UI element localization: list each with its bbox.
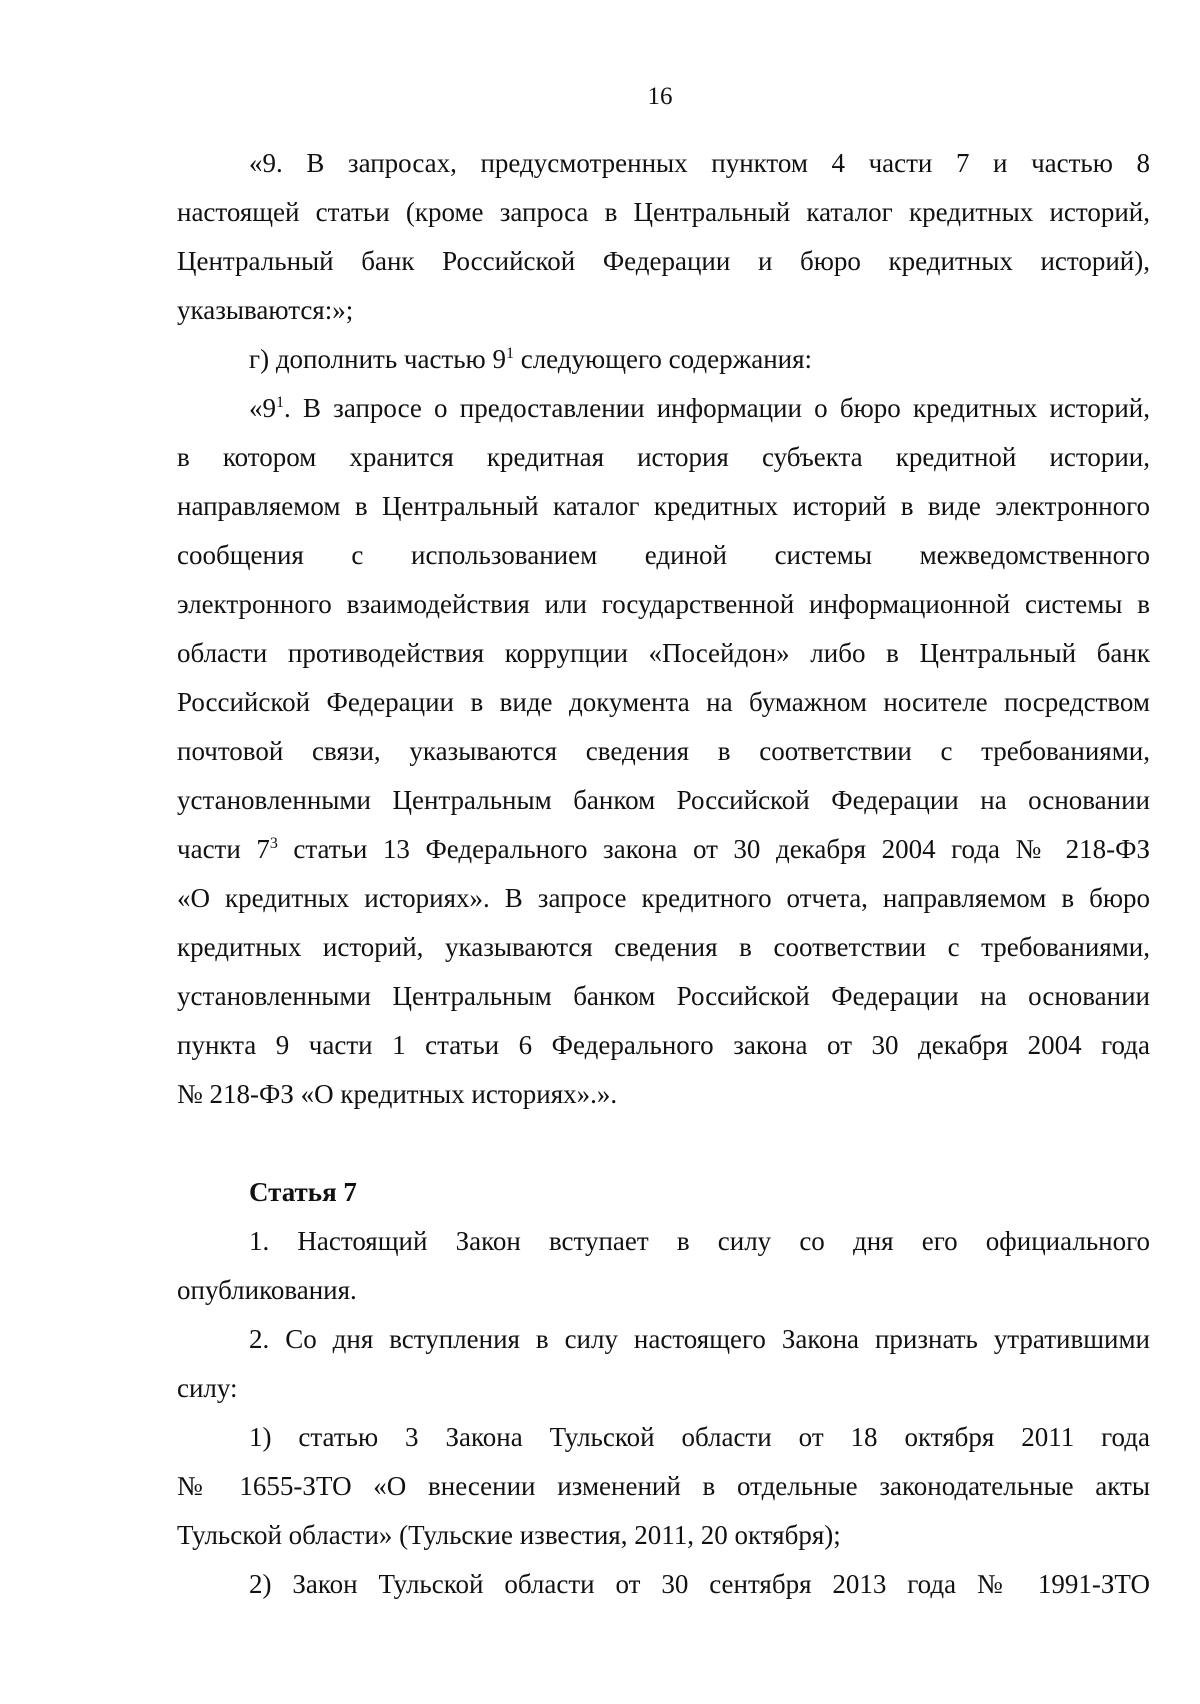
text-line: пункта 9 части 1 статьи 6 Федерального закона от 30 декабря 2004 года: [177, 1030, 1150, 1060]
text-line: Центральный банк Российской Федерации и бюро кредитных историй),: [177, 246, 1150, 276]
text-fragment: г) дополнить частью 9: [249, 344, 506, 374]
text-line: 2) Закон Тульской области от 30 сентября 2013 года № 1991-ЗТО: [249, 1569, 1150, 1599]
text-fragment: следующего содержания:: [513, 344, 813, 374]
paragraph-amendment-g: [177, 335, 1150, 384]
text-fragment: статьи 13 Федерального закона от 30 декабря 2004 года № 218-ФЗ: [277, 834, 1151, 864]
text-line: в котором хранится кредитная история субъекта кредитной истории,: [177, 442, 1150, 472]
text-line: сообщения с использованием единой системы межведомственного: [177, 540, 1150, 570]
text-line: «9. В запросах, предусмотренных пунктом 4 части 7 и частью 8: [249, 148, 1150, 178]
text-line: почтовой связи, указываются сведения в соответствии с требованиями,: [177, 736, 1150, 766]
paragraph-article-7-2: [177, 1315, 1150, 1413]
text-line: указываются:»;: [177, 295, 354, 325]
text-line: области противодействия коррупции «Посейдон» либо в Центральный банк: [177, 638, 1150, 668]
paragraph-9-1-quote: [177, 384, 1150, 1119]
text-line: [177, 825, 1150, 874]
text-fragment: «9: [249, 393, 276, 423]
text-fragment: части 7: [177, 834, 270, 864]
text-line: Тульской области» (Тульские известия, 2011, 20 октября);: [177, 1520, 841, 1550]
text-line: 2. Со дня вступления в силу настоящего Закона признать утратившими: [249, 1324, 1150, 1354]
text-line: № 1655-ЗТО «О внесении изменений в отдельные законодательные акты: [177, 1471, 1150, 1501]
paragraph-repeal-item-1: [177, 1413, 1150, 1560]
superscript: 1: [505, 345, 514, 362]
text-line: установленными Центральным банком Российской Федерации на основании: [177, 981, 1150, 1011]
article-heading: Статья 7: [249, 1177, 357, 1207]
text-line: электронного взаимодействия или государственной информационной системы в: [177, 589, 1150, 619]
text-line: «О кредитных историях». В запросе кредитного отчета, направляемом в бюро: [177, 883, 1150, 913]
paragraph-9-quote: [177, 139, 1150, 335]
paragraph-article-7-1: [177, 1217, 1150, 1315]
paragraph-repeal-item-2: [177, 1560, 1150, 1609]
text-line: Российской Федерации в виде документа на бумажном носителе посредством: [177, 687, 1150, 717]
text-fragment: . В запросе о предоставлении информации о бюро кредитных историй,: [284, 393, 1150, 423]
text-line: установленными Центральным банком Российской Федерации на основании: [177, 785, 1150, 815]
page-number: 16: [647, 83, 673, 110]
text-line: силу:: [177, 1373, 238, 1403]
superscript: 1: [276, 394, 284, 411]
document-body: [177, 139, 1150, 1609]
text-line: кредитных историй, указываются сведения в соответствии с требованиями,: [177, 932, 1150, 962]
text-line: настоящей статьи (кроме запроса в Центральный каталог кредитных историй,: [177, 197, 1150, 227]
text-line: направляемом в Центральный каталог кредитных историй в виде электронного: [177, 491, 1150, 521]
superscript: 3: [269, 835, 278, 852]
text-line: 1. Настоящий Закон вступает в силу со дня его официального: [249, 1226, 1150, 1256]
text-line: [177, 335, 1150, 384]
text-line: № 218-ФЗ «О кредитных историях».».: [177, 1079, 618, 1109]
text-line: опубликования.: [177, 1275, 357, 1305]
text-line: 1) статью 3 Закона Тульской области от 18 октября 2011 года: [249, 1422, 1150, 1452]
text-line: [177, 384, 1150, 433]
